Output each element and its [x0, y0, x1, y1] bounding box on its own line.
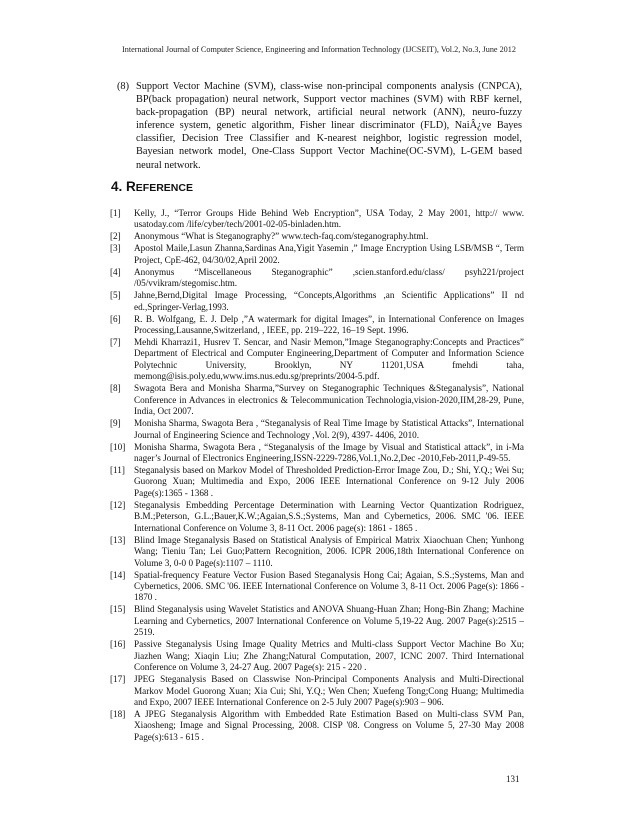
reference-item	[110, 535, 524, 569]
intro-item-text: Support Vector Machine (SVM), class-wise non-principal components analysis (CNPCA), BP(back propagation) neural network, Support vector machines (SVM) with RBF kernel, back-propagation (BP) neural network, artificial neural network (ANN), neuro-fuzzy inference system, genetic algorithm, Fisher linear discriminator (FLD), NaiÂ¿ve Bayes classifier, Decision Tree Classifier and K-nearest neighbor, logistic regression model, Bayesian network model, One-Class Support Vector Machine(OC-SVM), L-GEM based neural network.	[136, 81, 522, 171]
reference-text: Monisha Sharma, Swagota Bera , “Steganalysis of Real Time Image by Statistical Attacks”, International Journal of Engineering Science and Technology ,Vol. 2(9), 4397- 4406, 2010.	[134, 418, 524, 440]
reference-item	[110, 290, 524, 313]
reference-number: [6]	[110, 313, 121, 324]
intro-list-item	[117, 80, 522, 172]
reference-number: [9]	[110, 418, 121, 429]
reference-text: Passive Steganalysis Using Image Quality Metrics and Multi-class Support Vector Machine Bo Xu; Jiazhen Wang; Xiaqin Liu; Zhe Zhang;Natural Computation, 2007, ICNC 2007. Third International Conference on Volume 3, 24-27 Aug. 2007 Page(s): 215 - 220 .	[134, 639, 524, 673]
reference-text: Kelly, J., “Terror Groups Hide Behind Web Encryption”, USA Today, 2 May 2001, http:// www. usatoday.com /life/cyber/tech/2001-02-05-binladen.htm.	[134, 208, 524, 230]
reference-number: [14]	[110, 569, 126, 580]
reference-text: Steganalysis based on Markov Model of Thresholded Prediction-Error Image Zou, D.; Shi, Y.Q.; Wei Su; Guorong Xuan; Multimedia and Expo, 2006 IEEE International Conference on 9-12 July 2006 Page(s):1365 - 1368 .	[134, 464, 524, 498]
reference-text: R. B. Wolfgang, E. J. Delp ,”A watermark for digital Images”, in International Conference on Images Processing,Lausanne,Switzerland, , IEEE, pp. 219–222, 16–19 Sept. 1996.	[134, 313, 524, 336]
reference-number: [3]	[110, 243, 121, 254]
reference-item	[110, 243, 524, 266]
page-number: 131	[506, 774, 520, 784]
reference-item	[110, 709, 524, 743]
reference-item	[110, 231, 524, 242]
reference-text: Anonymus “Miscellaneous Steganographic” ,scien.stanford.edu/class/ psyh221/project /05/vvikram/stegomisc.htm.	[134, 266, 524, 289]
reference-number: [4]	[110, 266, 121, 277]
reference-number: [5]	[110, 290, 121, 301]
reference-text: Mehdi Kharrazi1, Husrev T. Sencar, and Nasir Memon,”Image Steganography:Concepts and Practices” Department of Electrical and Computer Engineering,Department of Computer and Information Science Polytechnic University, Brooklyn, NY 11201,USA fmehdi taha, memong@isis.poly.edu,www.ims.nus.edu.sg/preprints/2004-5.pdf.	[134, 336, 524, 382]
reference-number: [1]	[110, 208, 121, 218]
reference-number: [17]	[110, 674, 126, 685]
reference-item	[110, 465, 524, 499]
reference-number: [11]	[110, 464, 125, 475]
reference-number: [16]	[110, 639, 126, 650]
reference-text: Spatial-frequency Feature Vector Fusion Based Steganalysis Hong Cai; Agaian, S.S.;Systems, Man and Cybernetics, 2006. SMC '06. IEEE International Conference on Volume 3, 8-11 Oct. 2006 Page(s): 1866 - 1870 .	[134, 569, 524, 603]
section-title-rest: EFERENCE	[135, 182, 193, 194]
intro-item-number: (8)	[117, 81, 130, 92]
reference-number: [15]	[110, 604, 126, 615]
journal-header: International Journal of Computer Science, Engineering and Information Technology (IJCSEIT), Vol.2, No.3, June 2012	[122, 45, 516, 54]
reference-text: Anonymous “What is Steganography?” www.tech-faq.com/steganography.html.	[134, 231, 429, 242]
reference-item	[110, 383, 524, 417]
section-heading	[111, 179, 193, 196]
reference-text: A JPEG Steganalysis Algorithm with Embedded Rate Estimation Based on Multi-class SVM Pan, Xiaosheng; Image and Signal Processing, 2008. CISP '08. Congress on Volume 5, 27-30 May 2008 Page(s):613 - 615 .	[134, 708, 524, 742]
reference-number: [7]	[110, 336, 121, 347]
reference-item	[110, 674, 524, 708]
reference-text: Jahne,Bernd,Digital Image Processing, “Concepts,Algorithms ,an Scientific Applications” II nd ed.,Springer-Verlag,1993.	[134, 290, 524, 312]
section-number: 4.	[111, 179, 123, 194]
reference-item	[110, 500, 524, 534]
reference-item	[110, 208, 524, 231]
reference-item	[110, 314, 524, 337]
reference-number: [13]	[110, 534, 126, 545]
reference-number: [12]	[110, 499, 126, 510]
reference-text: Steganalysis Embedding Percentage Determination with Learning Vector Quantization Rodriguez, B.M.;Peterson, G.L.;Bauer,K.W.;Agaian,S.S.;Systems, Man and Cybernetics, 2006. SMC '06. IEEE International Conference on Volume 3, 8-11 Oct. 2006 page(s): 1861 - 1865 .	[134, 499, 524, 533]
reference-item	[110, 267, 524, 290]
reference-item	[110, 442, 524, 465]
reference-number: [2]	[110, 231, 121, 242]
reference-text: Swagota Bera and Monisha Sharma,”Survey on Steganographic Techniques &Steganalysis”, National Conference in Advances in electronics & Telecommunication Technologia,vision-2020,IIM,28-29, Pune, India, Oct 2007.	[134, 383, 524, 417]
reference-number: [10]	[110, 441, 126, 452]
section-title-initial: R	[126, 179, 136, 194]
reference-item	[110, 604, 524, 638]
reference-item	[110, 337, 524, 383]
reference-item	[110, 418, 524, 441]
reference-text: JPEG Steganalysis Based on Classwise Non-Principal Components Analysis and Multi-Directional Markov Model Guorong Xuan; Xia Cui; Shi, Y.Q.; Wen Chen; Xuefeng Tong;Cong Huang; Multimedia and Expo, 2007 IEEE International Conference on 2-5 July 2007 Page(s):903 – 906.	[134, 674, 524, 708]
reference-text: Blind Image Steganalysis Based on Statistical Analysis of Empirical Matrix Xiaochuan Chen; Yunhong Wang; Tieniu Tan; Lei Guo;Pattern Recognition, 2006. ICPR 2006,18th International Conference on Volume 3, 0-0 0 Page(s):1107 – 1110.	[134, 534, 524, 568]
reference-text: Monisha Sharma, Swagota Bera , “Steganalysis of the Image by Visual and Statistical attack”, in i-Ma nager’s Journal of Electronics Engineering,ISSN-2229-7286,Vol.1,No.2,Dec -2010,Feb-2011,P-49-55.	[134, 441, 524, 464]
reference-text: Blind Steganalysis using Wavelet Statistics and ANOVA Shuang-Huan Zhan; Hong-Bin Zhang; Machine Learning and Cybernetics, 2007 International Conference on Volume 5,19-22 Aug. 2007 Page(s):2515 – 2519.	[134, 604, 524, 638]
reference-item	[110, 570, 524, 604]
reference-number: [18]	[110, 708, 126, 719]
reference-number: [8]	[110, 383, 121, 394]
reference-list	[110, 208, 524, 744]
reference-item	[110, 639, 524, 673]
reference-text: Apostol Maile,Lasun Zhanna,Sardinas Ana,Yigit Yasemin ,” Image Encryption Using LSB/MSB “, Term Project, CpE-462, 04/30/02,April 2002.	[134, 243, 524, 265]
